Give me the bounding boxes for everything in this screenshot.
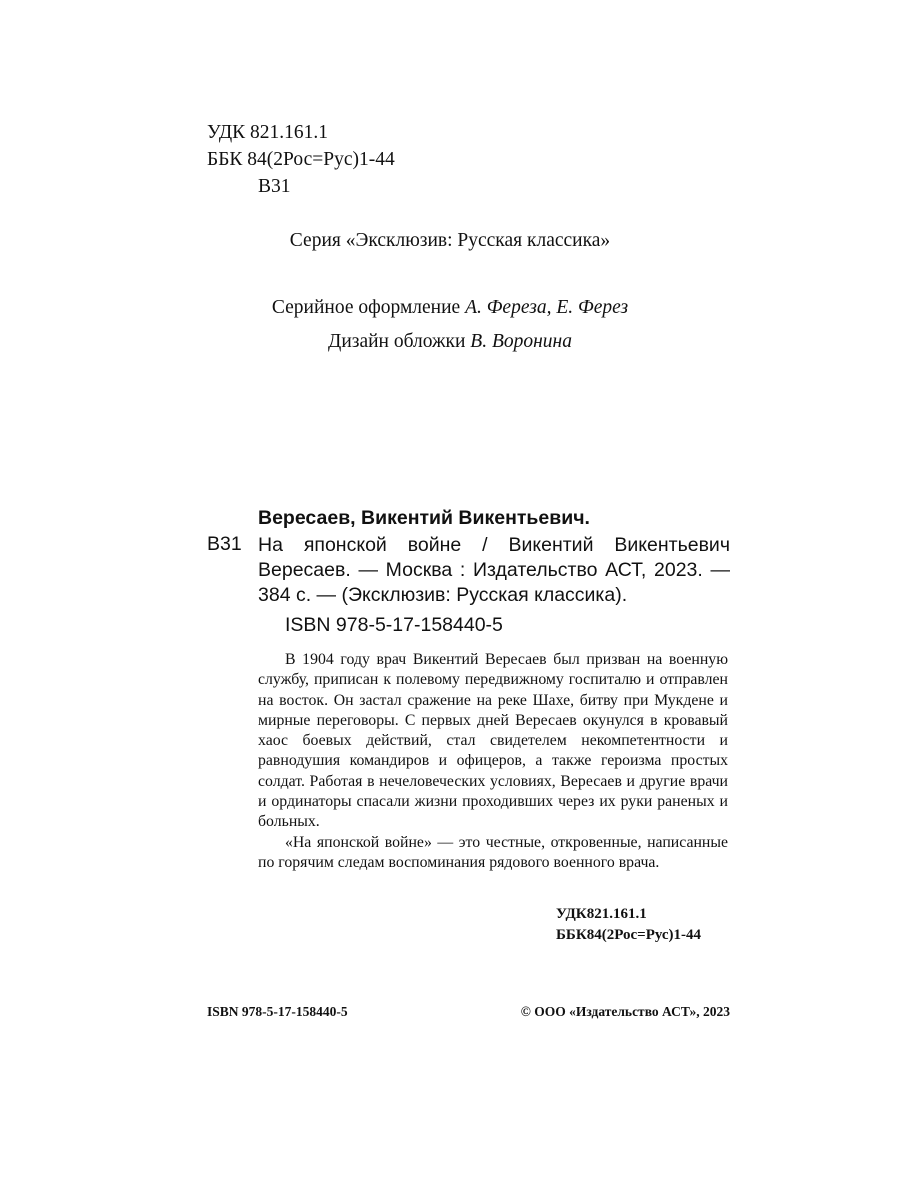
footer-isbn: ISBN 978-5-17-158440-5 [207, 1004, 348, 1019]
catalog-author-code: В31 [207, 533, 242, 555]
cover-design-name: В. Воронина [470, 331, 572, 352]
annotation-paragraph: В 1904 году врач Викентий Вересаев был призван на военную службу, приписан к полевому передвижному госпиталю и отправлен на восток. Он застал сражение на реке Шахе, битву при Мукдене и мирные переговоры. С первых дней Вересаев окунулся в кровавый хаос боевых действий, стал свидетелем некомпетентности и равнодушия командиров и офицеров, а также героизма простых солдат. Работая в нечеловеческих условиях, Вересаев и другие врачи и ординаторы спасали жизни проходивших через их руки раненых и больных. [258, 651, 728, 831]
author-code-top: В31 [258, 176, 291, 197]
series-design-names: А. Фереза, Е. Ферез [465, 297, 629, 318]
catalog-description: На японской войне / Викентий Викентьевич Вересаев. — Москва : Издательство АСТ, 2023. — 384 с. — (Эксклюзив: Русская классика). [258, 534, 730, 606]
bbk-top: ББК 84(2Рос=Рус)1-44 [207, 149, 395, 170]
series-design-label: Серийное оформление [271, 297, 461, 318]
series-design-credit [0, 297, 900, 319]
udk-bottom: УДК821.161.1 [556, 906, 647, 922]
bbk-bottom: ББК84(2Рос=Рус)1-44 [556, 927, 702, 943]
udk-top: УДК 821.161.1 [207, 122, 329, 143]
cover-design-credit [0, 331, 900, 353]
annotation-paragraph: «На японской войне» — это честные, откровенные, написанные по горячим следам воспоминания рядового военного врача. [258, 833, 728, 871]
cover-design-label: Дизайн обложки [328, 331, 466, 352]
catalog-author: Вересаев, Викентий Викентьевич. [258, 507, 590, 529]
catalog-isbn: ISBN 978-5-17-158440-5 [285, 614, 503, 636]
series-title: Серия «Эксклюзив: Русская классика» [289, 230, 611, 251]
footer-copyright: © ООО «Издательство АСТ», 2023 [520, 1004, 730, 1019]
annotation [258, 650, 728, 873]
